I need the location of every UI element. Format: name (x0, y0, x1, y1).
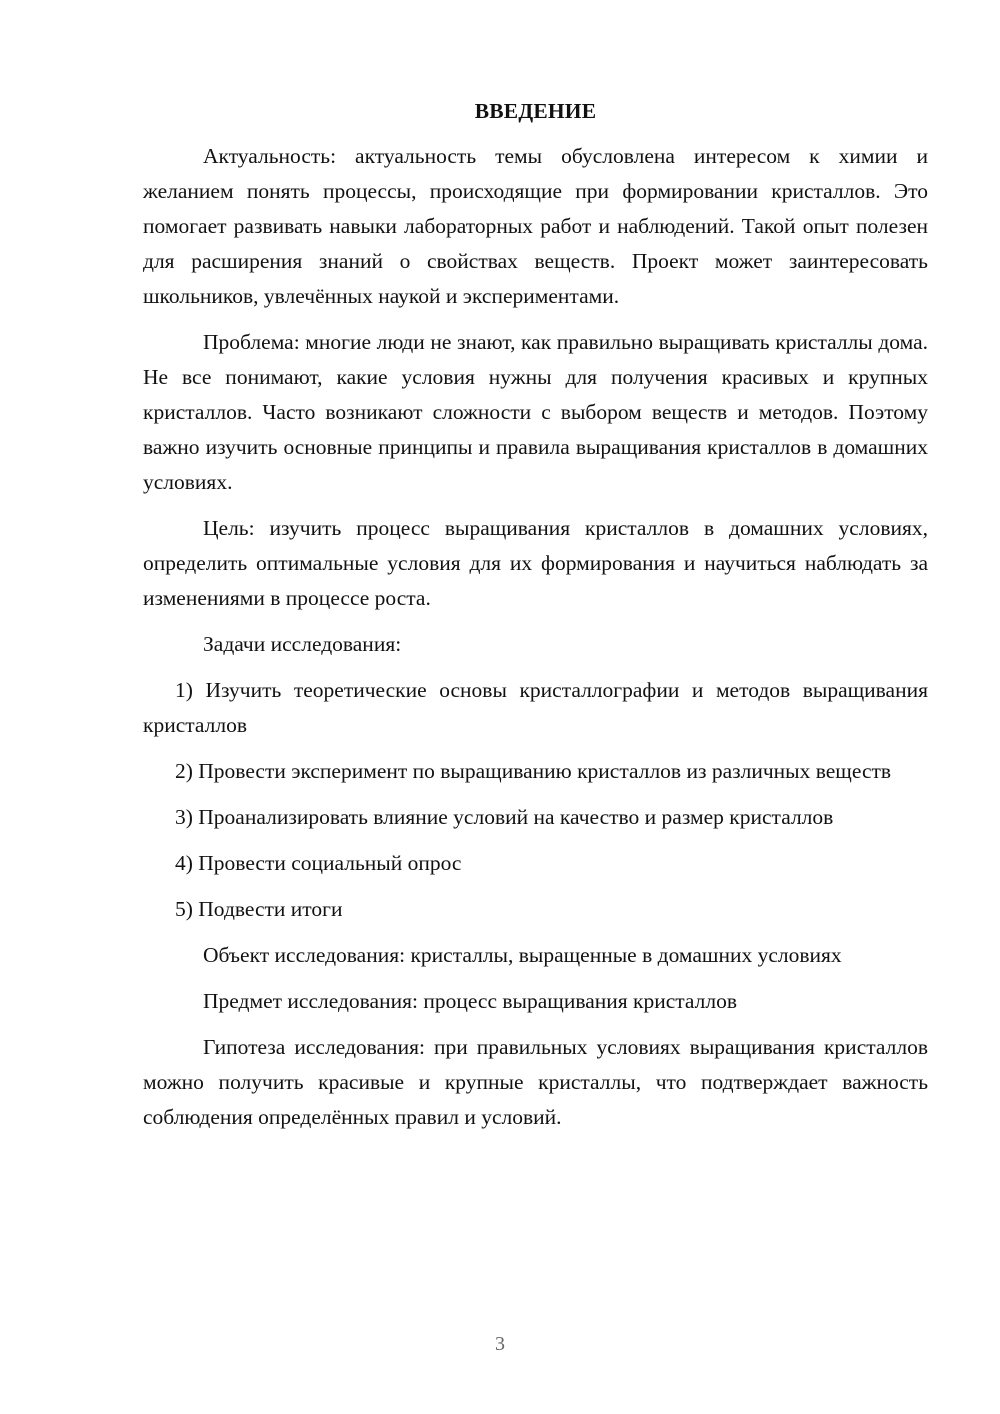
task-item-4: 4) Провести социальный опрос (175, 851, 462, 875)
object-paragraph: Объект исследования: кристаллы, выращенные в домашних условиях (203, 943, 842, 967)
task-item-1: 1) Изучить теоретические основы кристаллографии и методов выращивания кристаллов (143, 678, 928, 737)
page-number: 3 (495, 1333, 505, 1355)
task-item-2: 2) Провести эксперимент по выращиванию кристаллов из различных веществ (175, 759, 892, 783)
task-item-3: 3) Проанализировать влияние условий на качество и размер кристаллов (175, 805, 834, 829)
subject-paragraph: Предмет исследования: процесс выращивания кристаллов (203, 989, 738, 1013)
page-content (143, 94, 928, 1146)
relevance-paragraph: Актуальность: актуальность темы обусловлена интересом к химии и желанием понять процессы, происходящие при формировании кристаллов. Это помогает развивать навыки лабораторных работ и наблюдений. Такой опыт полезен для расширения знаний о свойствах веществ. Проект может заинтересовать школьников, увлечённых наукой и экспериментами. (143, 144, 928, 308)
goal-paragraph: Цель: изучить процесс выращивания кристаллов в домашних условиях, определить оптимальные условия для их формирования и научиться наблюдать за изменениями в процессе роста. (143, 516, 928, 610)
task-item-5: 5) Подвести итоги (175, 897, 343, 921)
section-title: ВВЕДЕНИЕ (474, 99, 597, 123)
problem-paragraph: Проблема: многие люди не знают, как правильно выращивать кристаллы дома. Не все понимают, какие условия нужны для получения красивых и крупных кристаллов. Часто возникают сложности с выбором веществ и методов. Поэтому важно изучить основные принципы и правила выращивания кристаллов в домашних условиях. (143, 330, 928, 494)
tasks-heading: Задачи исследования: (203, 632, 402, 656)
hypothesis-paragraph: Гипотеза исследования: при правильных условиях выращивания кристаллов можно получить красивые и крупные кристаллы, что подтверждает важность соблюдения определённых правил и условий. (143, 1035, 928, 1129)
